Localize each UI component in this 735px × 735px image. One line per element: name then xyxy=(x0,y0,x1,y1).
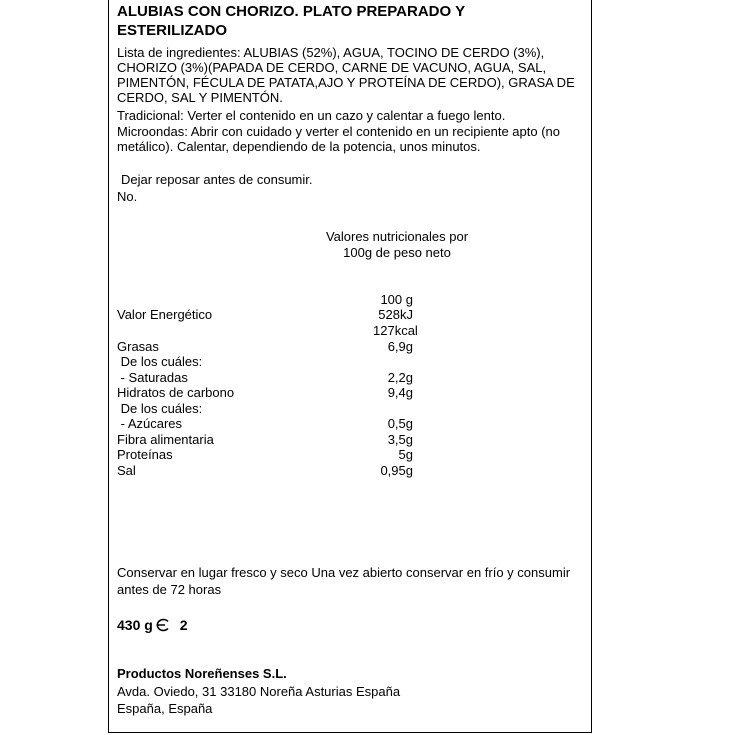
nutrition-value: 5g xyxy=(398,447,413,462)
nutrition-label: Valor Energético xyxy=(117,307,213,322)
company-country: España, España xyxy=(117,701,213,716)
nutrition-label: De los cuáles: xyxy=(117,401,203,416)
ingredients-line-4: CERDO, SAL Y PIMENTÓN. xyxy=(117,90,283,105)
ingredients-line-1: Lista de ingredientes: ALUBIAS (52%), AGUA, TOCINO DE CERDO (3%), xyxy=(117,45,545,60)
nutrition-label: - Saturadas xyxy=(117,370,188,385)
product-title-line-1: ALUBIAS CON CHORIZO. PLATO PREPARADO Y xyxy=(117,3,466,20)
nutrition-label: Fibra alimentaria xyxy=(117,432,214,447)
nutrition-value: 9,4g xyxy=(387,385,413,400)
nutrition-label: Proteínas xyxy=(117,447,173,462)
rest-instruction: Dejar reposar antes de consumir. xyxy=(121,172,313,187)
net-weight xyxy=(117,617,188,633)
prep-microwave-line-2: metálico). Calentar, dependiendo de la potencia, unos minutos. xyxy=(117,139,481,154)
nutrition-header-line-1: Valores nutricionales por xyxy=(325,229,469,244)
ingredients-line-3: PIMENTÓN, FÉCULA DE PATATA,AJO Y PROTEÍNA DE CERDO), GRASA DE xyxy=(117,75,575,90)
product-title-line-2: ESTERILIZADO xyxy=(117,22,228,39)
nutrition-value: 528kJ xyxy=(378,307,413,322)
nutrition-value: 6,9g xyxy=(387,339,413,354)
storage-line-1: Conservar en lugar fresco y seco Una vez abierto conservar en frío y consumir xyxy=(117,565,571,580)
nutrition-value: 0,95g xyxy=(380,463,413,478)
storage-line-2: antes de 72 horas xyxy=(117,582,222,597)
nutrition-header-line-2: 100g de peso neto xyxy=(343,245,451,260)
servings: 2 xyxy=(179,617,188,633)
nutrition-value: 127kcal xyxy=(373,323,418,338)
nutrition-label: Grasas xyxy=(117,339,159,354)
net-weight-value: 430 g xyxy=(117,617,153,633)
nutrition-label: - Azúcares xyxy=(117,416,183,431)
prep-microwave-line-1: Microondas: Abrir con cuidado y verter el contenido en un recipiente apto (no xyxy=(117,124,560,139)
nutrition-label: Sal xyxy=(117,463,136,478)
nutrition-column-header: 100 g xyxy=(380,292,413,307)
nutrition-value: 2,2g xyxy=(387,370,413,385)
nutrition-label: De los cuáles: xyxy=(117,354,203,369)
prep-traditional: Tradicional: Verter el contenido en un cazo y calentar a fuego lento. xyxy=(117,108,506,123)
e-mark-icon xyxy=(154,618,170,632)
nutrition-label: Hidratos de carbono xyxy=(117,385,235,400)
ingredients-line-2: CHORIZO (3%)(PAPADA DE CERDO, CARNE DE VACUNO, AGUA, SAL, xyxy=(117,60,547,75)
nutrition-value: 0,5g xyxy=(387,416,413,431)
company-name: Productos Noreñenses S.L. xyxy=(117,666,287,681)
no-note: No. xyxy=(117,189,138,204)
company-address: Avda. Oviedo, 31 33180 Noreña Asturias España xyxy=(117,684,401,699)
nutrition-value: 3,5g xyxy=(387,432,413,447)
